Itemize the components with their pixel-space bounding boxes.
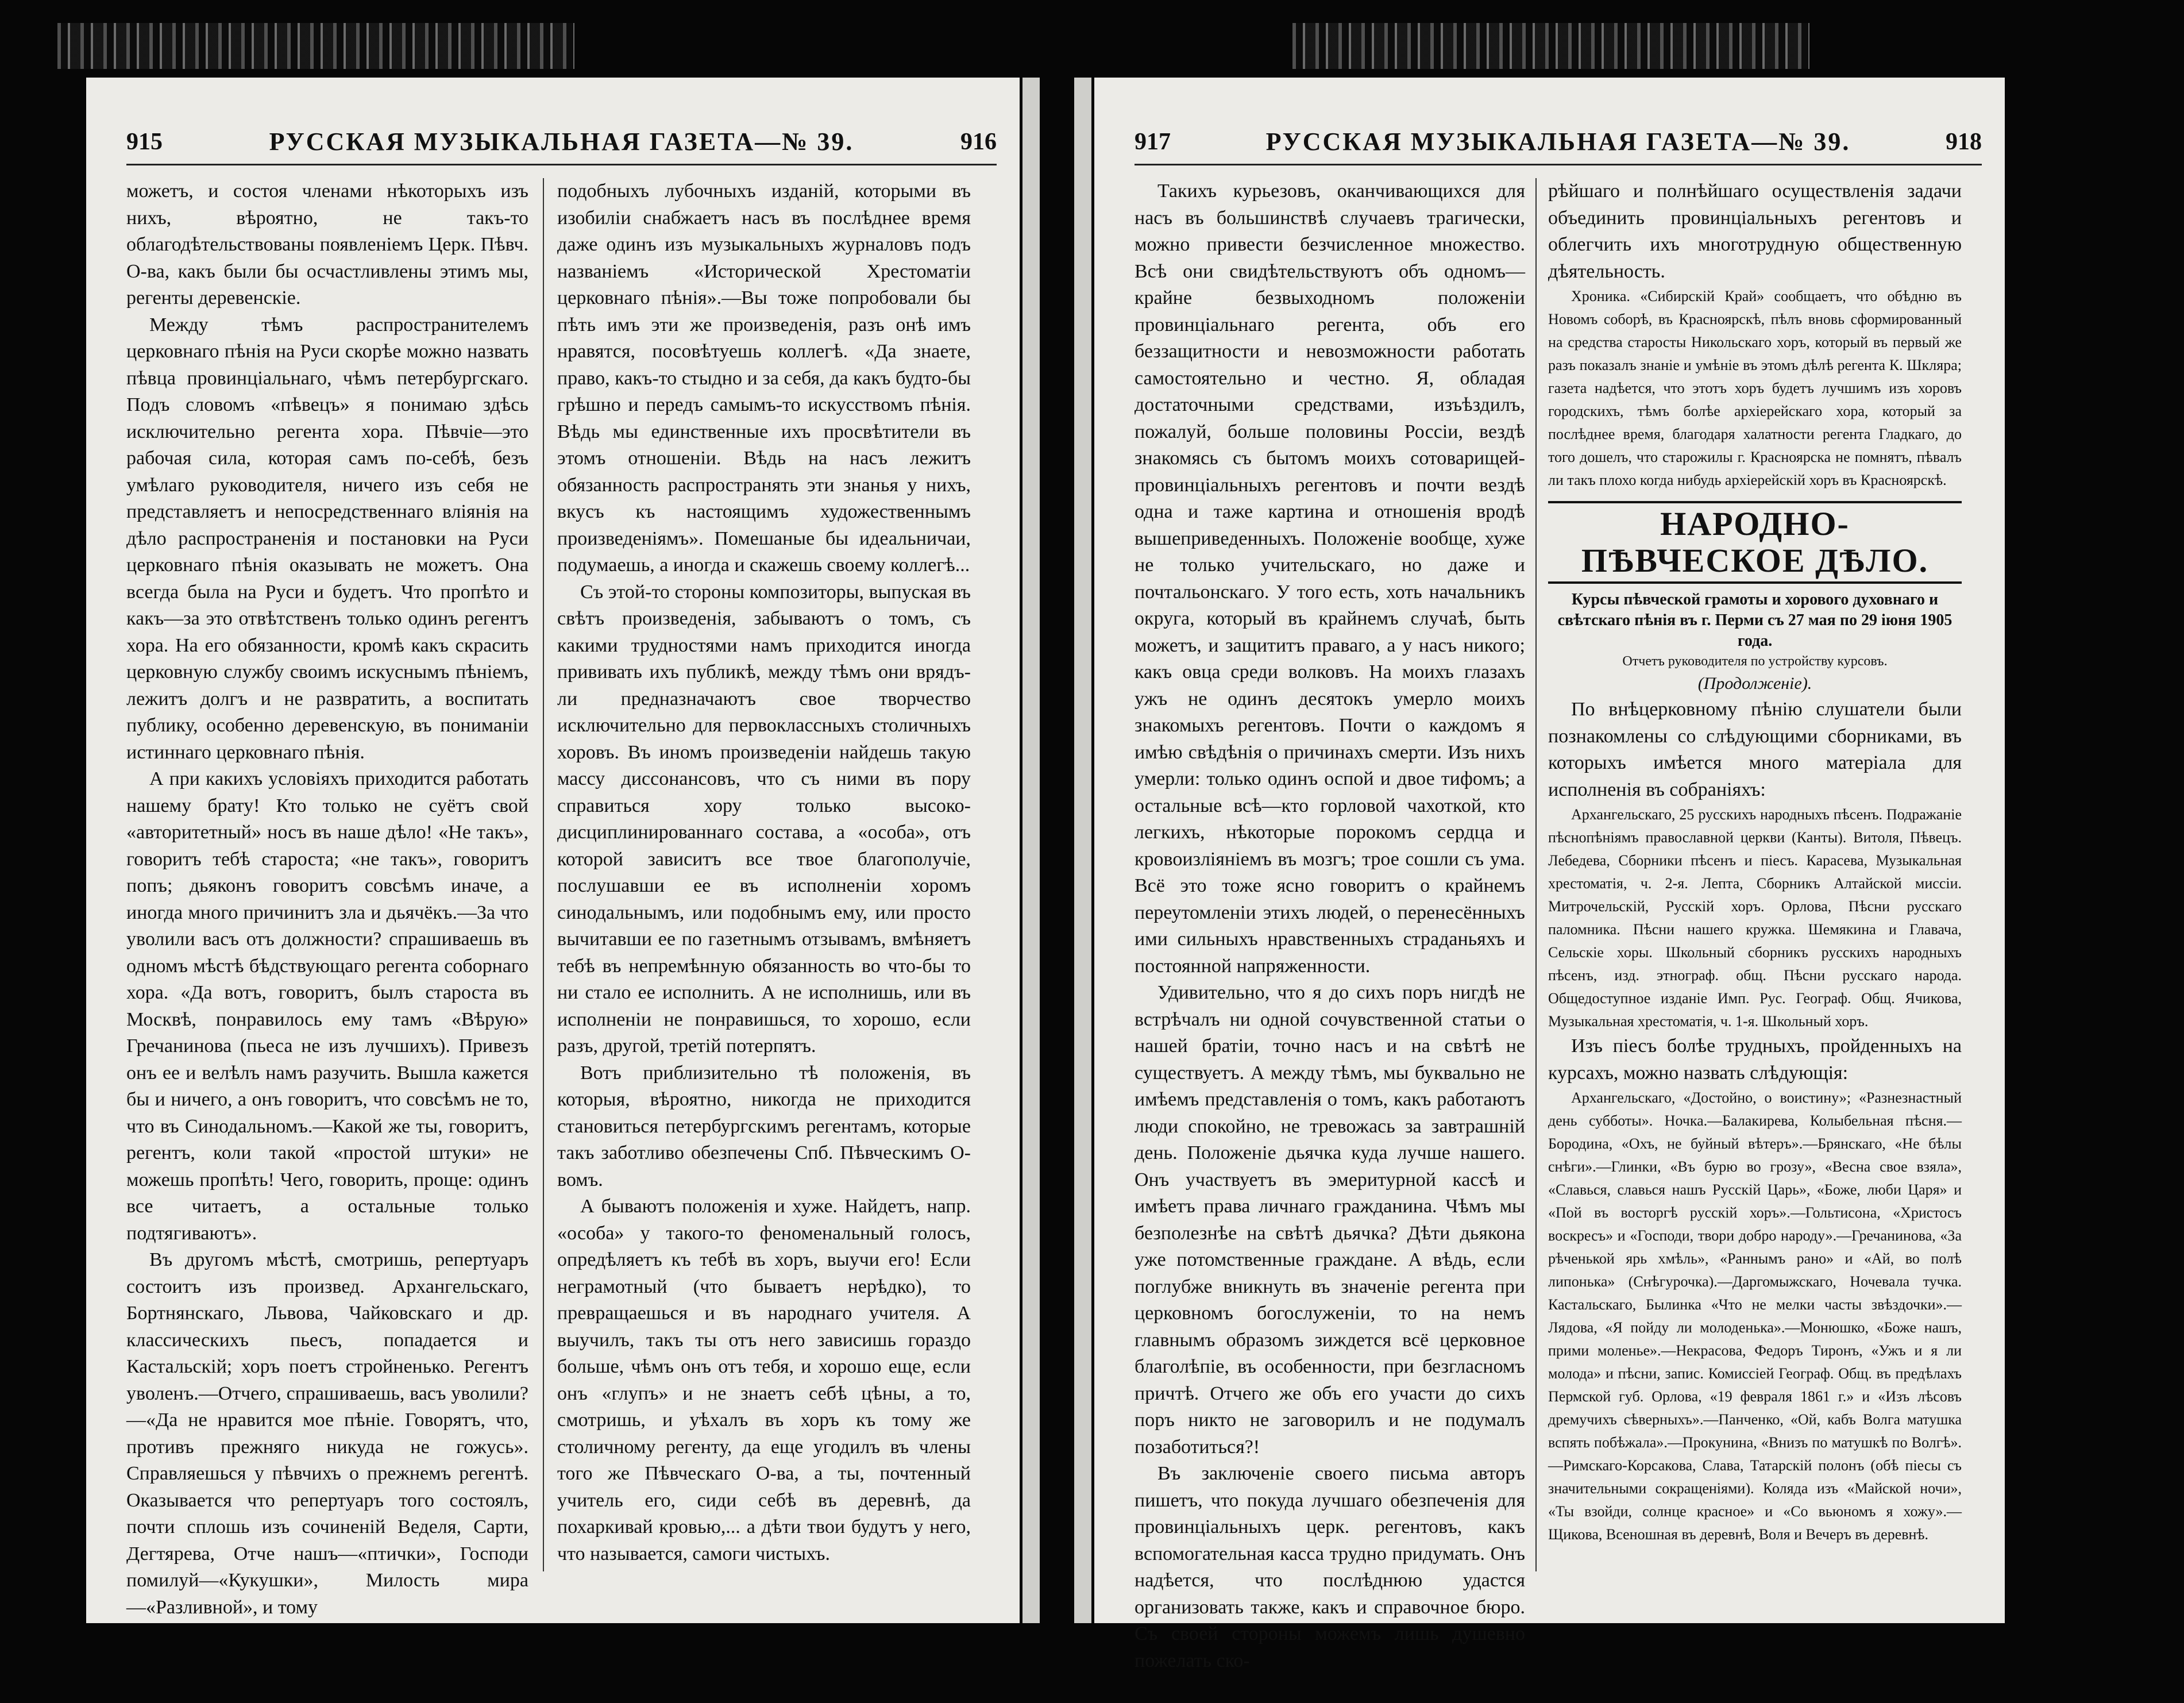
left-page-header	[126, 124, 997, 165]
right-page-header	[1135, 124, 1982, 165]
col2-para-1: подобныхъ лубочныхъ изданій, которыми въ изобиліи снабжаетъ насъ въ послѣднее время даже одинъ изъ музыкальныхъ журналовъ подъ названіемъ «Исторической Хрестоматіи церковнаго пѣнія».—Вы тоже попробовали бы пѣть имъ эти же произведенія, разъ онѣ имъ нравятся, посовѣтуешь коллегѣ. «Да знаете, право, какъ-то стыдно и за себя, да какъ будто-бы грѣшно и передъ самымъ-то искусствомъ пѣнія. Вѣдь мы единственные ихъ просвѣтители въ этомъ отношеніи. Вѣдь на насъ лежитъ обязанность распространять эти знанья у нихъ, вкусъ къ настоящимъ художественнымъ произведеніямъ». Помешаные бы идеальничаи, подумаешь, а иногда и скажешь своему коллегѣ...	[557, 180, 971, 576]
section-subheading: Курсы пѣвческой грамоты и хорового духовнаго и свѣтскаго пѣнія въ г. Перми съ 27 мая по 29 іюня 1905 года.	[1557, 591, 1953, 650]
section-heading: НАРОДНО-ПѢВЧЕСКОЕ ДѢЛО.	[1548, 501, 1962, 584]
column-1	[126, 178, 528, 1618]
section-report-note: Отчетъ руководителя по устройству курсовъ.	[1622, 654, 1888, 669]
col1-para-2: Между тѣмъ распространителемъ церковнаго пѣнія на Руси скорѣе можно назвать пѣвца провинціальнаго, чѣмъ петербургскаго. Подъ словомъ «пѣвецъ» я понимаю здѣсь исключительно регента хора. Пѣвчіе—это рабочая сила, которая самъ по-себѣ, безъ умѣлаго руководителя, ничего изъ себя не представляетъ и непосредственнаго вліянія на дѣло распространенія и постановки на Руси церковнаго пѣнія оказывать не можетъ. Она всегда была на Руси и будетъ. Что пропѣто и какъ—за это отвѣтственъ только одинъ регентъ хора. На его обязанности, кромѣ какъ скрасить церковную службу своимъ искуснымъ пѣніемъ, лежитъ долгъ и не развратить, а воспитать публику, особенно деревенскую, въ пониманіи истиннаго церковнаго пѣнія.	[126, 314, 528, 763]
page-number-917: 917	[1135, 129, 1171, 155]
right-page	[1094, 78, 2005, 1671]
column-divider-right	[1535, 178, 1537, 1571]
page-number-916: 916	[960, 129, 997, 155]
column-2	[557, 178, 971, 1571]
column-4	[1548, 178, 1962, 1571]
continued-label: (Продолженіе).	[1697, 674, 1812, 693]
page-gutter-right	[1074, 78, 1091, 1623]
col2-para-3: Вотъ приблизительно тѣ положенія, въ которыя, вѣроятно, никогда не приходится становиться петербургскимъ регентамъ, которые такъ заботливо обезпечены Спб. Пѣвческимъ О-вомъ.	[557, 1062, 971, 1190]
col2-para-2: Съ этой-то стороны композиторы, выпуская въ свѣтъ произведенія, забываютъ о томъ, съ какими трудностями намъ приходится иногда прививать ихъ публикѣ, между тѣмъ они врядъ-ли предназначаютъ свое творчество исключительно для первоклассныхъ столичныхъ хоровъ. Въ иномъ произведеніи найдешь такую массу диссонансовъ, что съ ними въ пору справиться хору только высоко-дисциплинированнаго состава, а «особа», отъ которой зависитъ все твое благополучіе, послушавши ее въ исполненіи хоромъ синодальнымъ, или подобнымъ ему, или просто вычитавши ее по газетнымъ отзывамъ, вмѣняетъ тебѣ въ непремѣнную обязанность во что-бы то ни стало ее исполнить. А не исполнишь, или въ исполненіи не понравишься, то хорошо, если разъ, другой, третій потерпятъ.	[557, 581, 971, 1057]
col2-para-4: А бываютъ положенія и хуже. Найдетъ, напр. «особа» у такого-то феноменальный голосъ, опредѣляетъ къ тебѣ въ хоръ, выучи его! Если неграмотный (что бываетъ нерѣдко), то превращаешься и въ народнаго учителя. А выучилъ, такъ ты отъ него зависишь гораздо больше, чѣмъ онъ отъ тебя, и хорошо еще, если онъ «глупъ» и не знаетъ себѣ цѣны, а то, смотришь, и уѣхалъ въ хоръ къ тому же столичному регенту, да еще угодилъ въ члены того же Пѣвческаго О-ва, а ты, почтенный учитель его, сиди себѣ въ деревнѣ, да похаркивай кровью,... а дѣти твои будутъ у него, что называется, самоги чистыхъ.	[557, 1196, 971, 1565]
column-divider-left	[543, 178, 544, 1571]
col4-para-1: По внѣцерковному пѣнію слушатели были познакомлены со слѣдующими сборниками, въ которыхъ имѣется много матеріала для исполненія въ собраніяхъ:	[1548, 699, 1962, 800]
col1-para-1: можетъ, и состоя членами нѣкоторыхъ изъ нихъ, вѣроятно, не такъ-то облагодѣтельствованы появленіемъ Церк. Пѣвч. О-ва, какъ были бы осчастливлены этимъ мы, регенты деревенскіе.	[126, 180, 528, 309]
col4-top-paragraph: рѣйшаго и полнѣйшаго осуществленія задачи объединить провинціальныхъ регентовъ и облегчить ихъ многотрудную общественную дѣятельность.	[1548, 180, 1962, 282]
pieces-list: Архангельскаго, «Достойно, о воистину»; «Разнезнастный день субботы». Ночка.—Балакирева, Колыбельная пѣсня.—Бородина, «Охъ, не буйный вѣтеръ».—Брянскаго, «Не бѣлы снѣги».—Глинки, «Въ бурю во грозу», «Весна свое взяла», «Славься, славься нашъ Русскій Царь», «Боже, люби Царя» и «Пой въ восторгѣ русскій хоръ».—Гольтисона, «Христосъ воскресъ» и «Господи, твори добро народу».—Гречанинова, «За рѣченькой ярь хмѣль», «Раннымъ рано» и «Ай, во полѣ липонька» (Снѣгурочка).—Даргомыжскаго, Ночевала тучка. Кастальскаго, Былинка «Что не мелки часты звѣздочки».—Лядова, «Я пойду ли молоденька».—Монюшко, «Боже нашъ, прими моленье».—Некрасова, Федоръ Тиронъ, «Ужъ и я ли молода» и пѣсни, запис. Комиссіей Географ. Общ. въ предѣлахъ Пермской губ. Орлова, «19 февраля 1861 г.» и «Изъ лѣсовъ дремучихъ сѣверныхъ».—Панченко, «Ой, кабъ Волга матушка вспять побѣжала».—Прокунина, «Внизъ по матушкѣ по Волгѣ».—Римскаго-Корсакова, Слава, Татарскій полонъ (обѣ піесы съ значительными сокращеніями). Коляда изъ «Майской ночи», «Ты взойди, солнце красное» и «Со вьюномъ я хожу».—Щикова, Всеношная въ деревнѣ, Воля и Вечеръ въ деревнѣ.	[1548, 1089, 1962, 1543]
col3-para-2: Удивительно, что я до сихъ поръ нигдѣ не встрѣчалъ ни одной сочувственной статьи о нашей братіи, точно насъ и на свѣтѣ не существуетъ. А между тѣмъ, мы буквально не имѣемъ представленія о томъ, какъ работаютъ люди спокойно, не тревожась за завтрашній день. Положеніе дьячка куда лучше нашего. Онъ участвуетъ въ эмеритурной кассѣ и имѣетъ права личнаго гражданина. Чѣмъ мы безполезнѣе на свѣтѣ дьячка? Дѣти дьякона уже потомственные граждане. А вѣдь, если поглубже вникнуть въ значеніе регента при церковномъ богослуженіи, то на немъ главнымъ образомъ зиждется всё церковное благолѣпіе, въ особенности, при безгласномъ причтѣ. Отчего же объ его участи до сихъ поръ никто не заговорилъ и не подумалъ позаботиться?!	[1135, 982, 1525, 1458]
col1-para-3: А при какихъ условіяхъ приходится работать нашему брату! Кто только не суётъ свой «авторитетный» носъ въ наше дѣло! «Не такъ», говоритъ тебѣ староста; «не такъ», говоритъ попъ; дьяконъ говоритъ совсѣмъ иначе, а иногда много причинитъ зла и дьячёкъ.—За что уволили васъ отъ должности? спрашиваешь въ одномъ мѣстѣ бѣдствующаго регента соборнаго хора. «Да вотъ, говоритъ, былъ староста въ Москвѣ, понравилось ему тамъ «Вѣрую» Гречанинова (пьеса не изъ лучшихъ). Привезъ онъ ее и велѣлъ намъ разучить. Вышла кажется бы и ничего, а онъ говоритъ, что совсѣмъ не то, что въ Синодальномъ.—Какой же ты, говоритъ, регентъ, коли такой «простой штуки» не можешь пропѣть! Чего, говорить, проще: одинъ все читаетъ, а остальные только подтягиваютъ».	[126, 768, 528, 1244]
chronicle-note: Хроника. «Сибирскій Край» сообщаетъ, что обѣдню въ Новомъ соборѣ, въ Красноярскѣ, пѣлъ вновь сформированный на средства старосты Никольскаго хоръ, который въ первый же разъ показалъ знаніе и умѣніе въ этомъ дѣлѣ регента К. Шкляра; газета надѣется, что этотъ хоръ будетъ лучшимъ изъ хоровъ городскихъ, тѣмъ болѣе архіерейскаго хора, который за послѣднее время, благодаря халатности регента Гладкаго, до того дошелъ, что старожилы г. Красноярска не помнятъ, пѣвалъ ли такъ плохо когда нибудь архіерейскій хоръ въ Красноярскѣ.	[1548, 288, 1962, 488]
collections-list: Архангельскаго, 25 русскихъ народныхъ пѣсенъ. Подражаніе пѣснопѣніямъ православной церкви (Канты). Витоля, Пѣвецъ. Лебедева, Сборники пѣсенъ и піесъ. Карасева, Музыкальная хрестоматія, ч. 2-я. Лепта, Сборникъ Алтайской миссіи. Митрочельскій, Русскій хоръ. Орлова, Пѣсни русскаго паломника. Пѣсни нашего кружка. Шемякина и Главача, Сельскіе хоры. Школьный сборникъ русскихъ народныхъ пѣсенъ, изд. этнограф. общ. Пѣсни русскаго народа. Общедоступное изданіе Имп. Рус. Географ. Общ. Ячикова, Музыкальная хрестоматія, ч. 1-я. Школьный хоръ.	[1548, 806, 1962, 1030]
left-header-title: РУССКАЯ МУЗЫКАЛЬНАЯ ГАЗЕТА—№ 39.	[269, 128, 854, 156]
col4-para-2: Изъ піесъ болѣе трудныхъ, пройденныхъ на курсахъ, можно назвать слѣдующія:	[1548, 1035, 1962, 1084]
page-number-915: 915	[126, 129, 163, 155]
page-gutter-left	[1022, 78, 1040, 1623]
col1-para-4: Въ другомъ мѣстѣ, смотришь, репертуаръ состоитъ изъ произвед. Архангельскаго, Бортнянскаго, Львова, Чайковскаго и др. классическихъ пьесъ, попадается и Кастальскій; хоръ поетъ стройненько. Регентъ уволенъ.—Отчего, спрашиваешь, васъ уволили?—«Да не нравится мое пѣніе. Говорятъ, что, противъ прежняго никуда не гожусь». Справляешься у пѣвчихъ о прежнемъ регентѣ. Оказывается что репертуаръ того состоялъ, почти сплошь изъ сочиненій Веделя, Сарти, Дегтярева, Отче нашъ—«птички», Господи помилуй—«Кукушки», Милость мира—«Разливной», и тому	[126, 1249, 528, 1618]
page-number-918: 918	[1946, 129, 1982, 155]
column-3	[1135, 178, 1525, 1671]
col3-para-1: Такихъ курьезовъ, оканчивающихся для насъ въ большинствѣ случаевъ трагически, можно привести безчисленное множество. Всѣ они свидѣтельствуютъ объ одномъ—крайне безвыходномъ положеніи провинціальнаго регента, объ его беззащитности и невозможности работать самостоятельно и честно. Я, обладая достаточными средствами, изъѣздилъ, пожалуй, больше половины Россіи, вездѣ знакомясь съ бытомъ моихъ сотоварищей-провинціальныхъ регентовъ и почти вездѣ одна и таже картина и отношенія вродѣ вышеприведенныхъ. Положеніе вообще, хуже не только учительскаго, но даже и почтальонскаго. У того есть, хоть начальникъ округа, который въ крайнемъ случаѣ, быть можетъ, и защититъ праваго, а у насъ никого; какъ овца среди волковъ. На моихъ глазахъ ужъ не одинъ десятокъ умерло моихъ знакомыхъ регентовъ. Почти о каждомъ я имѣю свѣдѣнія о причинахъ смерти. Изъ нихъ умерли: только одинъ оспой и двое тифомъ; а остальные всѣ—кто горловой чахоткой, кто легкихъ, нѣкоторые порокомъ сердца и кровоизліяніемъ въ мозгъ; трое сошли съ ума. Всё это тоже ясно говоритъ о крайнемъ переутомленіи этихъ людей, о перенесённыхъ ими сильныхъ нравственныхъ страданьяхъ и постоянной напряженности.	[1135, 180, 1525, 977]
col3-para-3: Въ заключеніе своего письма авторъ пишетъ, что покуда лучшаго обезпеченія для провинціальныхъ церк. регентовъ, какъ вспомогательная касса трудно придумать. Онъ надѣется, что послѣднюю удастся организовать также, какъ и справочное бюро. Съ своей стороны можемъ лишь душевно пожелать ско-	[1135, 1463, 1525, 1671]
left-page	[86, 78, 1020, 1623]
right-header-title: РУССКАЯ МУЗЫКАЛЬНАЯ ГАЗЕТА—№ 39.	[1265, 128, 1851, 156]
